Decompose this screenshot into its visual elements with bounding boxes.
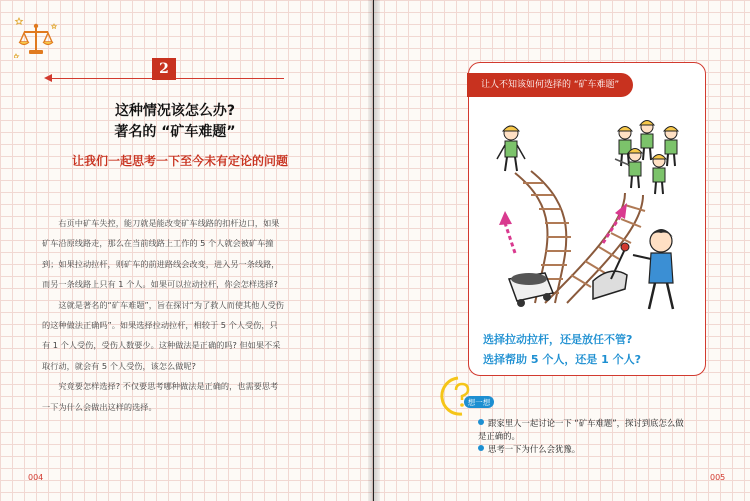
left-page xyxy=(0,0,370,501)
discussion-bullet-1: 跟家里人一起讨论一下 “矿车难题”，探讨到底怎么做 是正确的。 xyxy=(478,418,684,441)
page-subtitle: 让我们一起思考一下至今未有定论的问题 xyxy=(71,154,288,168)
page-title-line2: 著名的 “矿车难题” xyxy=(114,124,236,140)
bullet-dot-icon xyxy=(478,419,484,425)
paragraph: 这就是著名的“矿车难题”，旨在探讨“为了救人而使其他人受伤的这种做法正确吗”。如果选择拉动拉杆，相较于 5 个人受伤，只有 1 个人受伤，受伤人数要少。这种做法是正确的吗? 但如果不采取行动，就会有 5 个人受伤，该怎么做呢? xyxy=(42,299,284,371)
think-label: 想一想 xyxy=(467,398,491,407)
right-page xyxy=(378,0,750,501)
paragraph: 右页中矿车失控，能刀就是能改变矿车线路的扣杆边口，如果矿车沿原线路走，那么在当前线路上工作的 5 个人就会被矿车撞到；如果拉动拉杆，则矿车的前进路线会改变，进入另一条线路，而另一条线路上只有 1 个人。如果可以拉动拉杆，你会怎样选择? xyxy=(42,218,280,290)
trolley-problem-illustration xyxy=(475,103,699,323)
five-workers-icon xyxy=(615,121,678,195)
page-title-line1: 这种情况该怎么办? xyxy=(114,103,236,119)
single-worker-icon xyxy=(497,126,525,171)
scales-logo-icon xyxy=(14,14,58,58)
question-1: 选择拉动拉杆，还是放任不管? xyxy=(483,333,633,346)
paragraph: 究竟要怎样选择? 不仅要思考哪种做法是正确的，也需要思考一下为什么会做出这样的选择。 xyxy=(42,381,279,412)
bullet-dot-icon xyxy=(478,445,484,451)
body-text xyxy=(42,213,284,417)
boy-figure-icon xyxy=(633,229,673,309)
chapter-number: 2 xyxy=(152,58,176,80)
page-number-left: 004 xyxy=(28,473,44,482)
question-2: 选择帮助 5 个人，还是 1 个人? xyxy=(483,353,642,366)
think-bubble-icon xyxy=(440,374,500,418)
illustration-panel xyxy=(468,62,706,376)
page-number-right: 005 xyxy=(710,473,726,482)
panel-tag: 让人不知该如何选择的 “矿车难题” xyxy=(467,73,633,97)
direction-arrow-left-icon xyxy=(499,211,515,253)
discussion-bullet-2: 思考一下为什么会犹豫。 xyxy=(478,443,718,456)
gutter-line xyxy=(373,0,374,501)
